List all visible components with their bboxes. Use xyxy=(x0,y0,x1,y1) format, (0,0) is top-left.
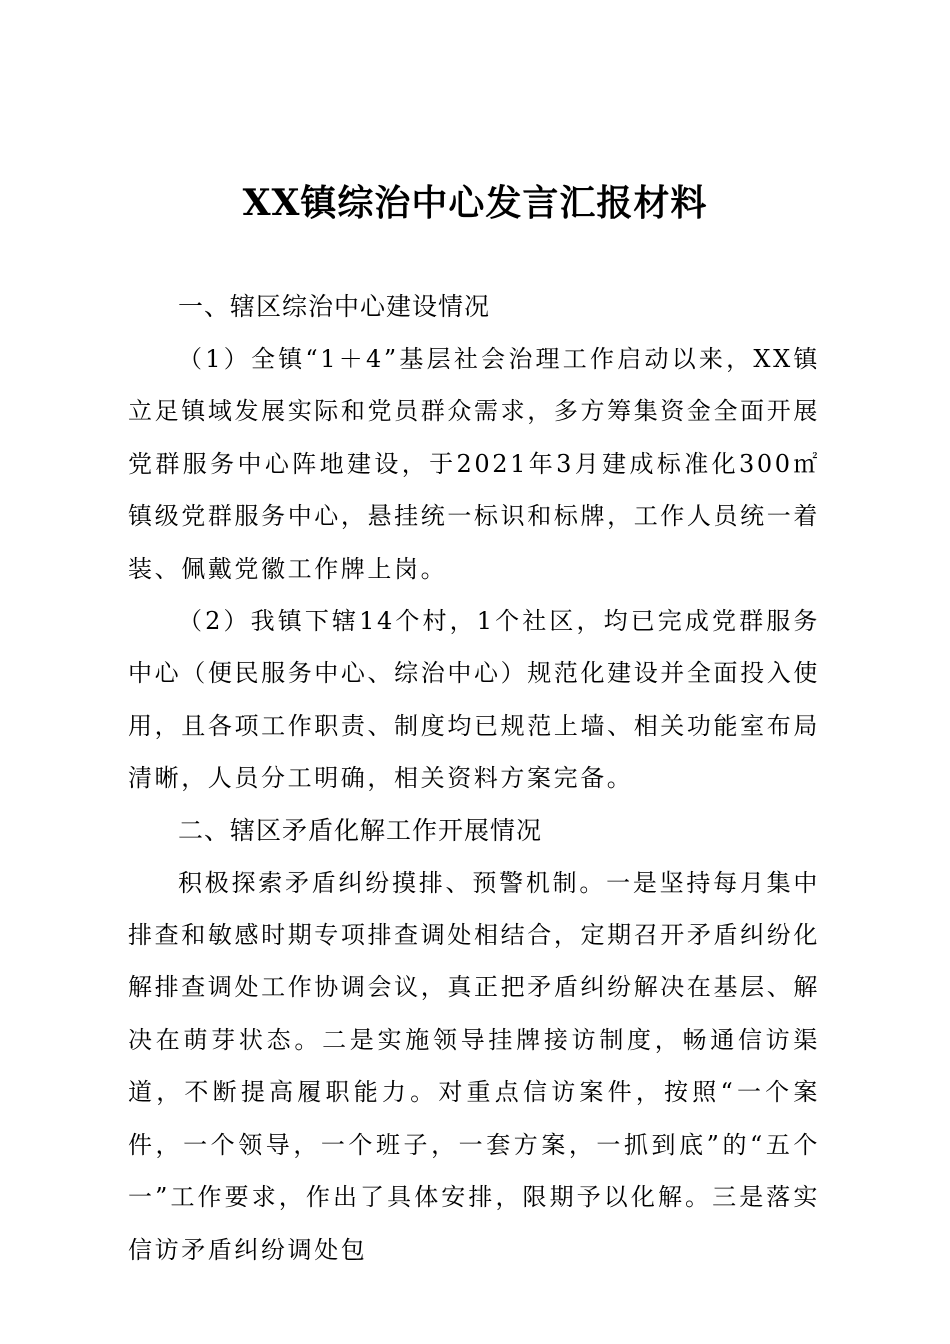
section-2-paragraph-1: 积极探索矛盾纠纷摸排、预警机制。一是坚持每月集中排查和敏感时期专项排查调处相结合，定期召开矛盾纠纷化解排查调处工作协调会议，真正把矛盾纠纷解决在基层、解决在萌芽状态。二是实施领导挂牌接访制度，畅通信访渠道，不断提高履职能力。对重点信访案件，按照“一个案件，一个领导，一个班子，一套方案，一抓到底”的“五个一”工作要求，作出了具体安排，限期予以化解。三是落实信访矛盾纠纷调处包 xyxy=(128,868,820,1264)
section-1-paragraph-1: （1）全镇“1＋4”基层社会治理工作启动以来，XX镇立足镇域发展实际和党员群众需求，多方筹集资金全面开展党群服务中心阵地建设，于2021年3月建成标准化300㎡镇级党群服务中心，悬挂统一标识和标牌，工作人员统一着装、佩戴党徽工作牌上岗。 xyxy=(128,345,820,583)
document-title: XX镇综治中心发言汇报材料 xyxy=(242,182,708,224)
section-1-paragraph-2: （2）我镇下辖14个村，1个社区，均已完成党群服务中心（便民服务中心、综治中心）规范化建设并全面投入使用，且各项工作职责、制度均已规范上墙、相关功能室布局清晰，人员分工明确，相关资料方案完备。 xyxy=(128,607,820,793)
section-heading-1: 一、辖区综治中心建设情况 xyxy=(178,292,491,321)
section-heading-2: 二、辖区矛盾化解工作开展情况 xyxy=(178,815,543,845)
document-body xyxy=(128,281,820,1276)
